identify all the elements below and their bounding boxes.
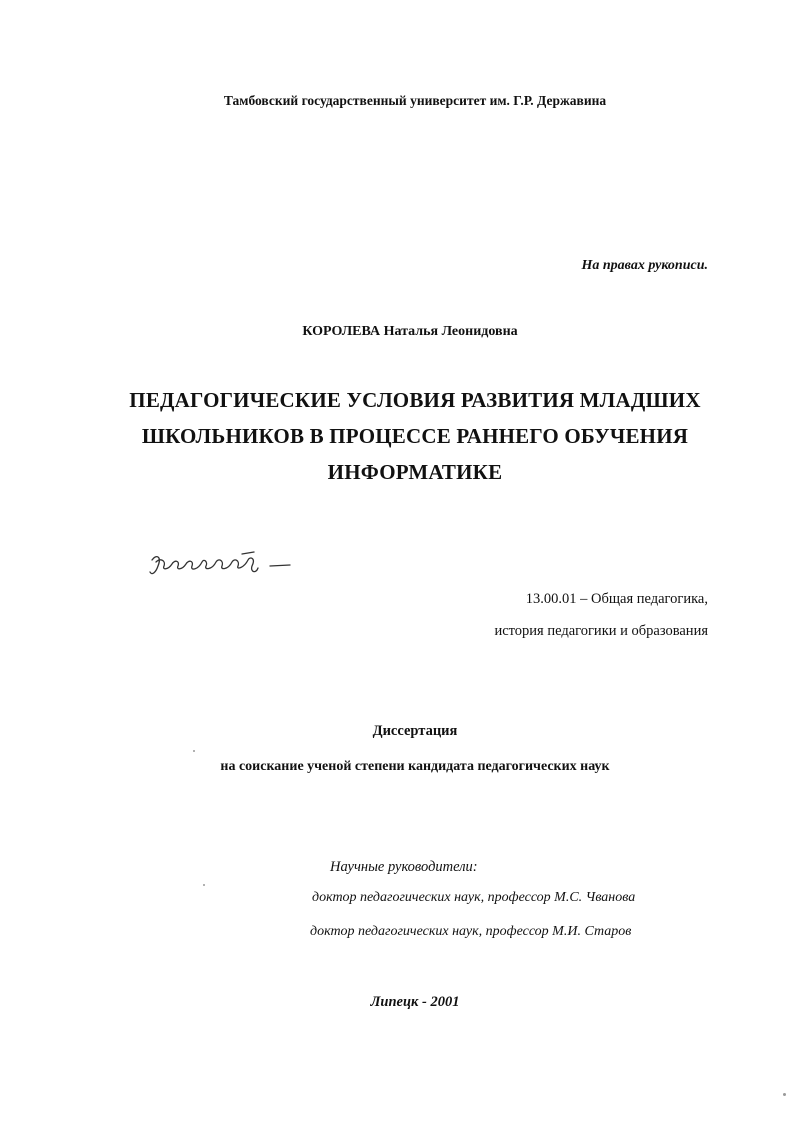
specialty-code: 13.00.01 – Общая педагогика,: [525, 591, 708, 607]
specialty-name: история педагогики и образования: [494, 623, 708, 639]
advisor-1: доктор педагогических наук, профессор М.С. Чванова: [312, 890, 636, 905]
dissertation-type: Диссертация: [372, 723, 458, 739]
handwritten-signature: [146, 548, 296, 582]
author-surname: КОРОЛЕВА: [302, 324, 381, 339]
advisors-label: Научные руководители:: [330, 859, 478, 875]
city-year: Липецк - 2001: [370, 994, 460, 1010]
scan-speck: [203, 884, 205, 886]
author-given-names: Наталья Леонидовна: [383, 324, 518, 339]
scan-speck: [193, 750, 195, 752]
advisor-2: доктор педагогических наук, профессор М.И. Старов: [310, 924, 632, 939]
title-line-3: ИНФОРМАТИКЕ: [327, 460, 503, 484]
university-name: Тамбовский государственный университет им. Г.Р. Державина: [223, 93, 607, 108]
degree-statement: на соискание ученой степени кандидата педагогических наук: [220, 759, 610, 774]
author-name: [200, 324, 620, 340]
dissertation-title: [110, 382, 720, 490]
scan-speck: [783, 1093, 786, 1096]
title-line-2: ШКОЛЬНИКОВ В ПРОЦЕССЕ РАННЕГО ОБУЧЕНИЯ: [141, 424, 689, 448]
title-line-1: ПЕДАГОГИЧЕСКИЕ УСЛОВИЯ РАЗВИТИЯ МЛАДШИХ: [129, 388, 701, 412]
manuscript-note: На правах рукописи.: [581, 258, 708, 273]
